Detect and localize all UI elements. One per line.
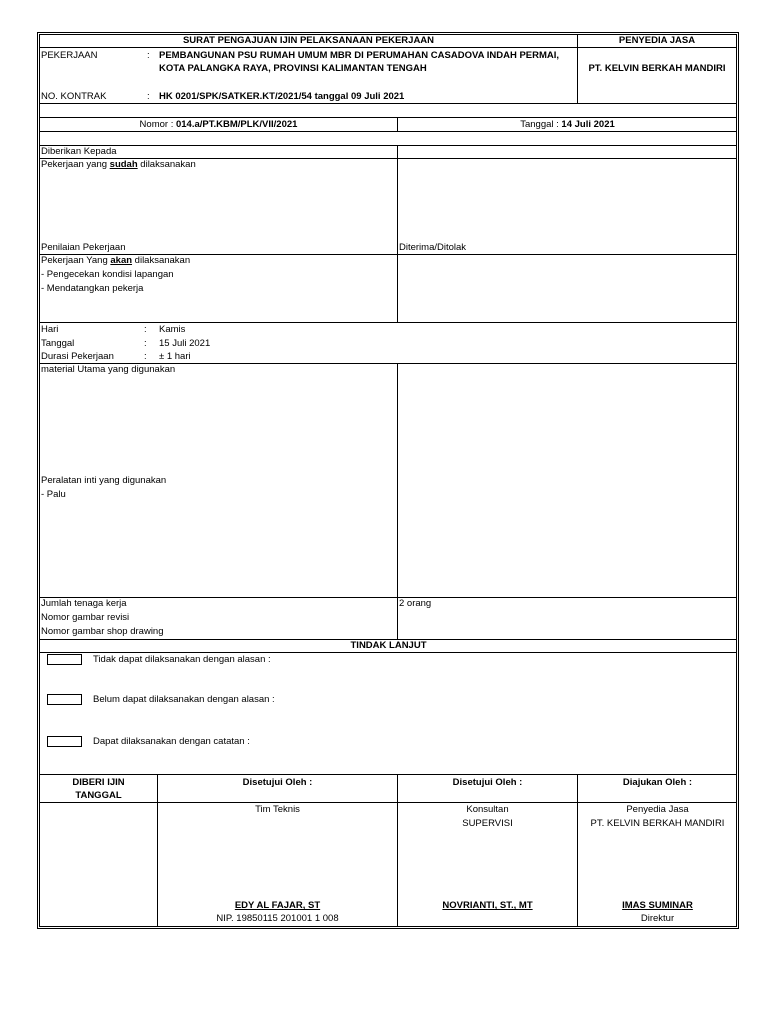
option-checkbox[interactable] <box>47 654 82 665</box>
text-part: dilaksanakan <box>137 159 196 170</box>
diberikan-kepada-label: Diberikan Kepada <box>41 146 117 157</box>
penyedia-jasa-role: Penyedia Jasa <box>626 804 689 815</box>
pekerjaan-value-line1: PEMBANGUNAN PSU RUMAH UMUM MBR DI PERUMAHAN CASADOVA INDAH PERMAI, <box>159 50 560 61</box>
pekerjaan-label: PEKERJAAN <box>41 50 98 61</box>
nomor-value: 014.a/PT.KBM/PLK/VII/2021 <box>175 119 298 130</box>
tim-teknis-label: Tim Teknis <box>255 804 300 815</box>
signer-nip: NIP. 19850115 201001 1 008 <box>216 913 339 924</box>
option-checkbox[interactable] <box>47 694 82 705</box>
penilaian-pekerjaan-label: Penilaian Pekerjaan <box>41 242 126 253</box>
jumlah-tenaga-label: Jumlah tenaga kerja <box>41 598 127 609</box>
disetujui-oleh-header: Disetujui Oleh : <box>452 777 523 788</box>
akan-item: - Pengecekan kondisi lapangan <box>41 269 174 280</box>
hari-value: Kamis <box>159 324 186 335</box>
rule <box>39 597 737 598</box>
rule <box>39 47 737 48</box>
option-checkbox[interactable] <box>47 736 82 747</box>
tanggal-field <box>398 119 737 131</box>
disetujui-oleh-header: Disetujui Oleh : <box>242 777 313 788</box>
text-emphasis: sudah <box>109 159 138 170</box>
akan-item: - Mendatangkan pekerja <box>41 283 144 294</box>
rule <box>397 363 398 639</box>
form-title: SURAT PENGAJUAN IJIN PELAKSANAAN PEKERJAAN <box>182 35 435 46</box>
text-part: Pekerjaan yang <box>41 159 110 170</box>
gambar-revisi-label: Nomor gambar revisi <box>41 612 130 623</box>
rule <box>39 802 737 803</box>
text-part: Pekerjaan Yang <box>41 255 111 266</box>
pekerjaan-akan-label <box>41 255 190 267</box>
pekerjaan-value-line2: KOTA PALANGKA RAYA, PROVINSI KALIMANTAN TENGAH <box>159 63 427 74</box>
hari-colon: : <box>144 324 147 335</box>
durasi-colon: : <box>144 351 147 362</box>
pekerjaan-colon: : <box>147 50 150 61</box>
rule <box>39 103 737 104</box>
option-label: Dapat dilaksanakan dengan catatan : <box>93 736 250 747</box>
nomor-field <box>40 119 397 131</box>
pekerjaan-sudah-label <box>41 159 196 171</box>
rule <box>397 145 398 322</box>
peralatan-item: - Palu <box>41 489 66 500</box>
diterima-ditolak-label: Diterima/Ditolak <box>399 242 467 253</box>
text-emphasis: akan <box>110 255 133 266</box>
text-part: dilaksanakan <box>132 255 191 266</box>
gambar-shop-label: Nomor gambar shop drawing <box>41 626 164 637</box>
penyedia-jasa-company: PT. KELVIN BERKAH MANDIRI <box>590 818 725 829</box>
option-label: Tidak dapat dilaksanakan dengan alasan : <box>93 654 271 665</box>
signer-name-tim-teknis: EDY AL FAJAR, ST <box>234 900 321 911</box>
tanggal-pelaksanaan-label: Tanggal <box>41 338 75 349</box>
diberi-ijin-label: DIBERI IJIN <box>72 777 125 788</box>
option-label: Belum dapat dilaksanakan dengan alasan : <box>93 694 275 705</box>
tanggal-colon: : <box>144 338 147 349</box>
kontrak-value: HK 0201/SPK/SATKER.KT/2021/54 tanggal 09 Juli 2021 <box>159 91 405 102</box>
tanggal-ijin-label: TANGGAL <box>75 790 122 801</box>
tindak-lanjut-title: TINDAK LANJUT <box>350 640 427 651</box>
hari-label: Hari <box>41 324 59 335</box>
peralatan-label: Peralatan inti yang digunakan <box>41 475 167 486</box>
jumlah-tenaga-value: 2 orang <box>399 598 432 609</box>
durasi-value: ± 1 hari <box>159 351 191 362</box>
kontrak-label: NO. KONTRAK <box>41 91 107 102</box>
signer-name-konsultan: NOVRIANTI, ST., MT <box>442 900 533 911</box>
diajukan-oleh-header: Diajukan Oleh : <box>622 777 693 788</box>
signer-title: Direktur <box>640 913 675 924</box>
tanggal-pelaksanaan-value: 15 Juli 2021 <box>159 338 211 349</box>
konsultan-label: Konsultan <box>466 804 509 815</box>
material-label: material Utama yang digunakan <box>41 364 176 375</box>
rule <box>39 117 737 118</box>
penyedia-jasa-label: PENYEDIA JASA <box>618 35 696 46</box>
nomor-label: Nomor : <box>139 119 176 130</box>
rule <box>39 131 737 132</box>
supervisi-label: SUPERVISI <box>462 818 513 829</box>
durasi-label: Durasi Pekerjaan <box>41 351 114 362</box>
rule <box>39 774 737 775</box>
rule <box>39 652 737 653</box>
signer-name-penyedia: IMAS SUMINAR <box>622 900 693 911</box>
tanggal-label: Tanggal : <box>520 119 562 130</box>
rule <box>39 322 737 323</box>
penyedia-jasa-name: PT. KELVIN BERKAH MANDIRI <box>588 63 726 74</box>
kontrak-colon: : <box>147 91 150 102</box>
rule <box>39 145 737 146</box>
tanggal-value: 14 Juli 2021 <box>561 119 615 130</box>
